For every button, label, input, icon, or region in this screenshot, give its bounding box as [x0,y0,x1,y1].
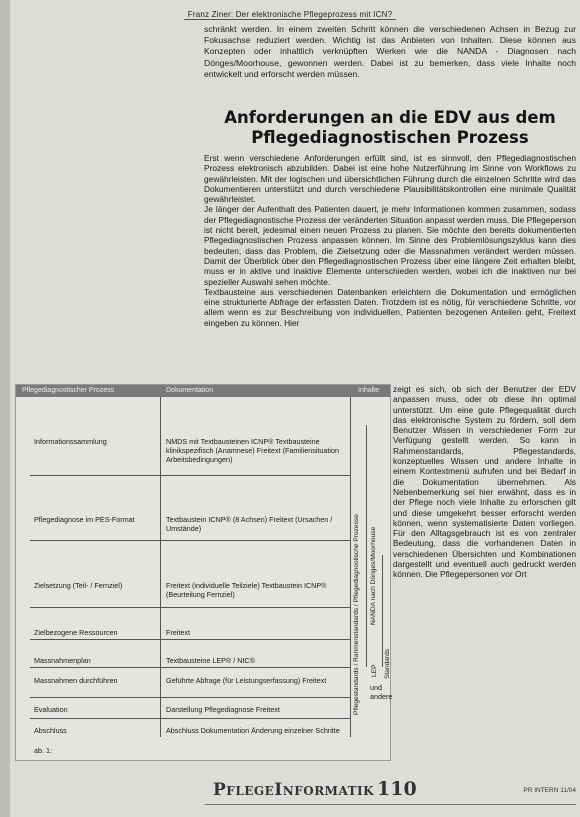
header-text: Franz Ziner: Der elektronische Pflegeprozess mit ICN? [184,10,396,20]
magazine-brand [213,780,374,800]
right-column-paragraph: zeigt es sich, ob sich der Benutzer der EDV anpassen muss, oder ob diese ihn optimal unterstützt. Um eine gute Pflegequalität durch das elektronische System zu fördern, soll dem Benutzer Wissen in verschiedener Form zur Verfügung gestellt werden. So kann in Rahmenstandards, Pflegestandards, konzeptuelles Wissen und andere Inhalte in einem Kontextmenü aufrufen und bei Bedarf in die Dokumentation übernehmen. Als Nebenbemerkung sei hier erwähnt, dass es in der Pflege noch viele Inhalte zu erforschen gilt und diese umgekehrt besser erforscht werden können, wenn systematisierte Daten vorliegen. Für den Alltagsgebrauch ist es von zentraler Bedeutung, dass die vorhandenen Daten in verschiedenen Übersichten und Kombinationen dargestellt und eventuell auch gedruckt werden können. Die Pflegepersonen vor Ort [393,384,576,580]
process-table [15,384,391,761]
row-doc: Freitext [166,628,190,637]
page-footer [15,780,576,806]
brand-part: FLEGE [226,784,275,798]
intro-paragraph: schränkt werden. In einem zweiten Schritt können die verschiedenen Achsen in Bezug zur Fokusachse reduziert werden. Wichtig ist das Anbieten von Inhalten. Diese können aus Konzepten oder inhaltlich verknüpften Werken wie die NANDA - Diagnosen nach Dönges/Moorhouse, gewonnen werden. Dabei ist zu bemerken, dass viele Inhalte noch entwickelt und erforscht werden müssen. [204,24,576,79]
vertical-label: Standards [384,648,391,679]
row-doc: Freitext (individuelle Teilziele) Textbaustein ICNP® (Beurteilung Fernziel) [166,581,327,599]
column-divider [160,397,161,737]
running-header [0,10,580,20]
brand-part: NFORMATIK [282,784,375,798]
vertical-label: Pflegestandards / Rahmenstandards / Pflegediagnostische Prozesse [353,514,360,715]
brand-initial: I [274,780,283,800]
row-doc: Geführte Abfrage (für Leistungserfassung) Freitext [166,676,327,685]
brand-initial: P [213,780,227,800]
column-divider [366,425,367,667]
row-divider [30,667,350,668]
vertical-label: NANDA nach Dönges/Moorhouse [370,526,377,625]
column-divider [382,555,383,667]
right-column-text [393,384,576,580]
row-step: Massnahmen durchführen [34,676,118,685]
row-step: Massnahmenplan [34,656,91,665]
row-step: Pflegediagnose im PES-Format [34,515,135,524]
section-heading: Anforderungen an die EDV aus dem Pflegediagnostischen Prozess [224,108,556,147]
row-doc: Abschluss Dokumentation Änderung einzelner Schritte [166,726,340,735]
row-divider [30,475,350,476]
row-step: Abschluss [34,726,67,735]
table-header [16,385,390,397]
body-paragraph: Textbausteine aus verschiedenen Datenbanken erleichtern die Dokumentation und ermöglichen eine strukturierte Abfrage der erfassten Daten. Trotzdem ist es nötig, für verschiedene Schritte, vor allem wenn es zur Beschreibung von individuellen, Patienten bezogenen Anteilen geht, Freitext eingeben zu können. Hier [204,286,576,328]
col-header-process: Pflegediagnostischer Prozess [22,387,115,394]
body-text [204,153,576,328]
row-doc: Darstellung Pflegediagnose Freitext [166,705,280,714]
binding-shadow [0,0,10,817]
row-doc: Textbaustein ICNP® (8 Achsen) Freitext (Ursachen / Umstände) [166,515,333,533]
row-divider [30,540,350,541]
col-header-content: Inhalte [358,387,380,394]
row-doc: Textbausteine LEP® / NIC® [166,656,255,665]
footer-rule [205,804,576,805]
row-divider [30,697,350,698]
table-caption: ab. 1: [34,746,52,755]
row-divider [30,718,350,719]
vertical-label: LEP [371,664,378,677]
row-doc: NMDS mit Textbausteinen ICNP® Textbausteine klinikspezifisch (Anamnese) Freitext (Familiensituation Arbeitsbedingungen) [166,437,339,464]
body-paragraph: Je länger der Aufenthalt des Patienten dauert, je mehr Informationen kommen zusammen, sodass der Pflegediagnostische Prozess der veränderten Situation anpasst werden muss. Die Pflegeperson ist nicht bereit, jedesmal einen neuen Prozess zu planen. Sie möchte den bereits dokumentierten Pflegediagnostischen Prozess anpassen können. Im Sinne des Problemlösungszyklus kann dies bedeuten, dass das Problem, die Zielsetzung oder die Massnahmen verändert werden müssen. Damit der Überblick über den Pflegediagnostischen Prozess über eine längere Zeit erhalten bleibt, muss er in aktive und inaktive Elemente unterschieden werden, wobei ich die inaktiven nur bei spezieller Auswahl sehen möchte. [204,204,576,287]
col-header-documentation: Dokumentation [166,387,214,394]
row-step: Informationssammlung [34,437,107,446]
issue-label: PR INTERN 11/04 [523,787,576,794]
row-step: Zielsetzung (Teil- / Fernziel) [34,581,123,590]
row-step: Zielbezogene Ressourcen [34,628,118,637]
row-step: Evaluation [34,705,68,714]
row-divider [30,607,350,608]
column-divider [350,397,351,737]
row-divider [30,639,350,640]
body-paragraph: Erst wenn verschiedene Anforderungen erfüllt sind, ist es sinnvoll, den Pflegediagnostischen Prozess elektronisch abzubilden. Dabei ist eine hohe Nutzerführung im Sinne von Workflows zu gewährleisten. Mit der logischen und übersichtlichen Führung durch die einzelnen Schritte wird das Dokumentieren unterstützt und durch verschiedene Plausibilitätskontrollen eine minimale Qualität gewährleistet. [204,153,576,205]
extra-note: und andere [370,683,393,701]
page-number: 110 [377,778,417,800]
